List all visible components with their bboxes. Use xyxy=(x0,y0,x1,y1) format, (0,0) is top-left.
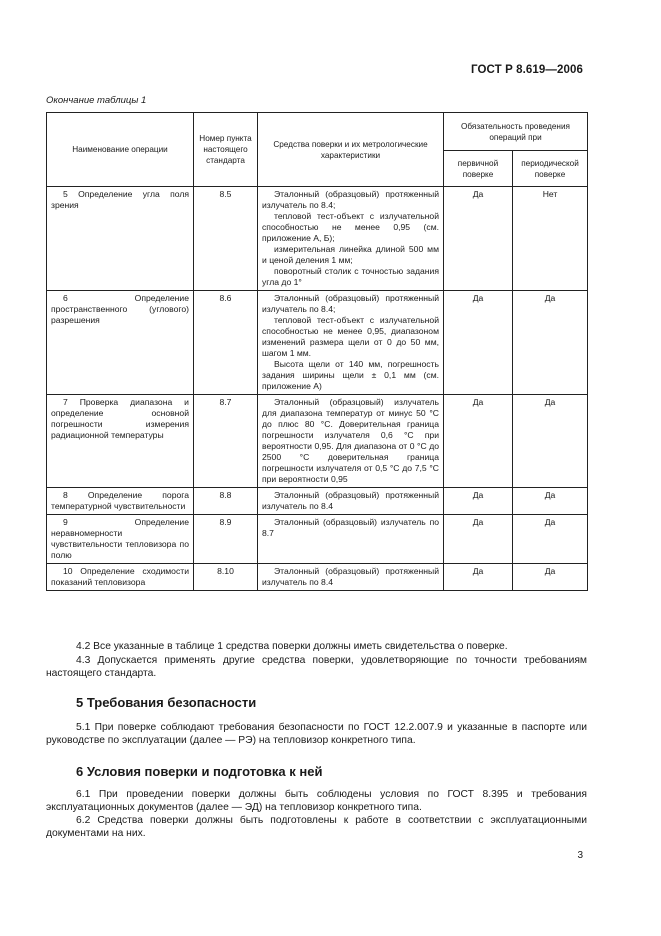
tool-line: тепловой тест-объект с излучательной способностью не менее 0,95 (см. приложение А, Б); xyxy=(262,211,439,243)
section-5-title: 5 Требования безопасности xyxy=(76,695,257,710)
primary-verification-cell: Да xyxy=(444,488,513,515)
paragraph-4-3: 4.3 Допускается применять другие средства поверки, удовлетворяющие по точности требованиям настоящего стандарта. xyxy=(46,655,587,679)
primary-verification-cell: Да xyxy=(444,291,513,395)
periodic-verification-cell: Да xyxy=(513,564,588,591)
col-header-clause-number: Номер пункта настоящего стандарта xyxy=(194,113,258,187)
periodic-verification-cell: Нет xyxy=(513,187,588,291)
operation-name-cell: 6 Определение пространственного (углового) разрешения xyxy=(47,291,194,395)
clause-number-cell: 8.9 xyxy=(194,515,258,564)
page-number: 3 xyxy=(577,850,583,861)
table-row xyxy=(47,564,588,591)
clause-number-cell: 8.10 xyxy=(194,564,258,591)
col-header-periodic: периодической поверке xyxy=(513,151,588,187)
col-header-operation-name: Наименование операции xyxy=(47,113,194,187)
tools-cell xyxy=(258,291,444,395)
paragraph-4-2: 4.2 Все указанные в таблице 1 средства поверки должны иметь свидетельства о поверке. xyxy=(76,641,508,652)
col-header-mandatory: Обязательность проведения операций при xyxy=(444,113,588,151)
tool-line: тепловой тест-объект с излучательной способностью не менее 0,95, диапазоном изменений размера щели от 0 до 50 мм, шагом 1 мм. xyxy=(262,315,439,358)
paragraph-6-2: 6.2 Средства поверки должны быть подготовлены к работе в соответствии с эксплуатационными документами на них. xyxy=(46,815,587,839)
verification-table xyxy=(46,112,588,591)
document-code: ГОСТ Р 8.619—2006 xyxy=(471,64,583,76)
tool-line: Высота щели от 140 мм, погрешность задания ширины щели ± 0,1 мм (см. приложение А) xyxy=(262,359,439,391)
clause-number-cell: 8.5 xyxy=(194,187,258,291)
operation-name-cell: 5 Определение угла поля зрения xyxy=(47,187,194,291)
tools-cell xyxy=(258,488,444,515)
table-row xyxy=(47,488,588,515)
tool-line: Эталонный (образцовый) протяженный излучатель по 8.4; xyxy=(262,293,439,314)
tool-line: Эталонный (образцовый) протяженный излучатель по 8.4; xyxy=(262,189,439,210)
section-6-title: 6 Условия поверки и подготовка к ней xyxy=(76,764,323,779)
clause-number-cell: 8.6 xyxy=(194,291,258,395)
table-row xyxy=(47,187,588,291)
operation-name-cell: 9 Определение неравномерности чувствительности тепловизора по полю xyxy=(47,515,194,564)
paragraph-5-1: 5.1 При поверке соблюдают требования безопасности по ГОСТ 12.2.007.9 и указанные в паспорте или руководстве по эксплуатации (далее — РЭ) на тепловизор конкретного типа. xyxy=(46,722,587,746)
table-row xyxy=(47,395,588,488)
tools-cell xyxy=(258,395,444,488)
operation-name-cell: 7 Проверка диапазона и определение основной погрешности измерения радиационной температуры xyxy=(47,395,194,488)
tools-cell xyxy=(258,515,444,564)
primary-verification-cell: Да xyxy=(444,515,513,564)
tool-line: Эталонный (образцовый) излучатель по 8.7 xyxy=(262,517,439,538)
paragraph-6-1: 6.1 При проведении поверки должны быть соблюдены условия по ГОСТ 8.395 и требования эксплуатационных документов (далее — ЭД) на тепловизор конкретного типа. xyxy=(46,789,587,813)
tool-line: Эталонный (образцовый) излучатель для диапазона температур от минус 50 °С до плюс 80 °С. Доверительная граница погрешности излучателя 0,6 °С при вероятности 0,95. Для диапазона от 0 °С до 2500 °С доверительная граница погрешности излучателя от 0,5 °С до 7,5 °С при вероятности 0,95 xyxy=(262,397,439,484)
periodic-verification-cell: Да xyxy=(513,515,588,564)
clause-number-cell: 8.8 xyxy=(194,488,258,515)
table-body xyxy=(47,187,588,591)
tools-cell xyxy=(258,564,444,591)
table-row xyxy=(47,291,588,395)
primary-verification-cell: Да xyxy=(444,564,513,591)
col-header-primary: первичной поверке xyxy=(444,151,513,187)
periodic-verification-cell: Да xyxy=(513,395,588,488)
tool-line: поворотный столик с точностью задания угла до 1° xyxy=(262,266,439,287)
col-header-tools: Средства поверки и их метрологические характеристики xyxy=(258,113,444,187)
tool-line: Эталонный (образцовый) протяженный излучатель по 8.4 xyxy=(262,566,439,587)
primary-verification-cell: Да xyxy=(444,187,513,291)
primary-verification-cell: Да xyxy=(444,395,513,488)
operation-name-cell: 10 Определение сходимости показаний тепловизора xyxy=(47,564,194,591)
table-continuation-label: Окончание таблицы 1 xyxy=(46,95,147,106)
operation-name-cell: 8 Определение порога температурной чувствительности xyxy=(47,488,194,515)
tool-line: Эталонный (образцовый) протяженный излучатель по 8.4 xyxy=(262,490,439,511)
periodic-verification-cell: Да xyxy=(513,488,588,515)
tool-line: измерительная линейка длиной 500 мм и ценой деления 1 мм; xyxy=(262,244,439,265)
clause-number-cell: 8.7 xyxy=(194,395,258,488)
tools-cell xyxy=(258,187,444,291)
table-row xyxy=(47,515,588,564)
periodic-verification-cell: Да xyxy=(513,291,588,395)
